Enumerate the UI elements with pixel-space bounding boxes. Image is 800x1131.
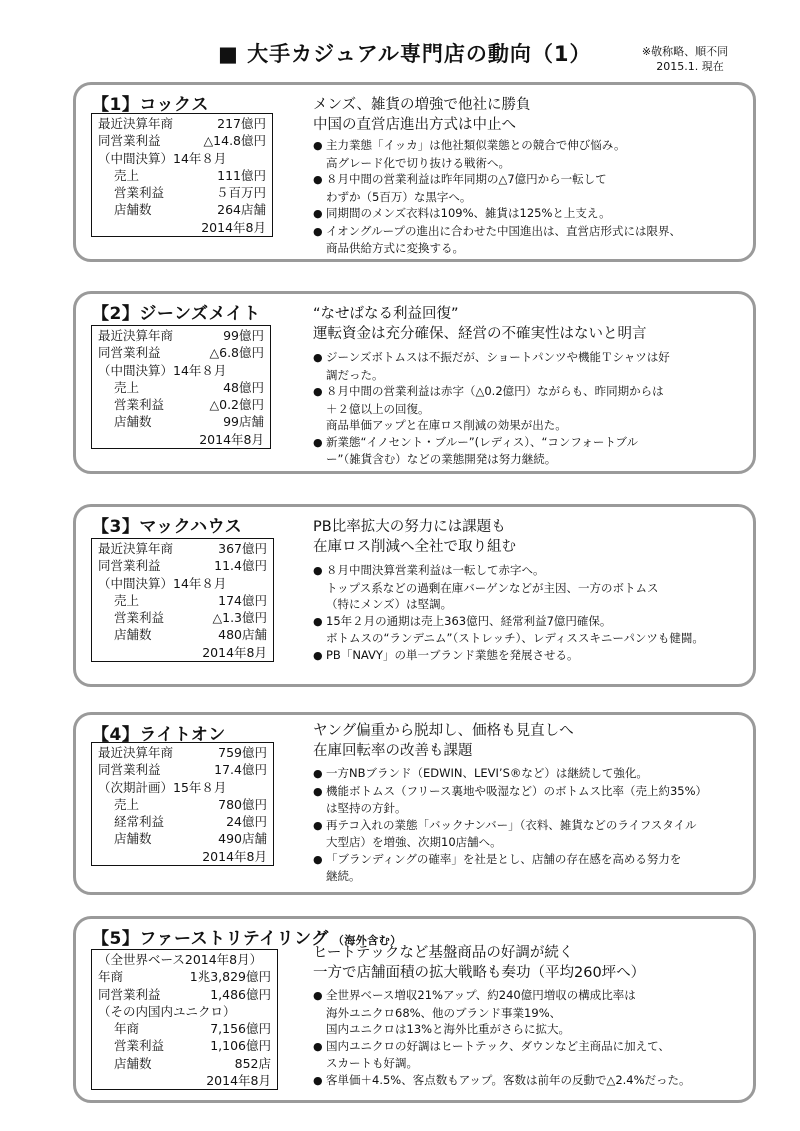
company-card <box>73 291 756 474</box>
bullet-dot-icon: ● <box>313 435 323 449</box>
stat-label: 同営業利益 <box>98 762 161 778</box>
headline-line: ヤング偏重から脱却し、価格も見直しへ <box>313 723 574 739</box>
stats-date: 2014年8月 <box>201 219 266 235</box>
bullet-item: ● 全世界ベース増収21%アップ、約240億円増収の構成比率は 海外ユニクロ68%、他のブランド事業19%、 国内ユニクロは13%と海外比重がさらに拡大。 <box>313 988 636 1036</box>
bullet-dot-icon: ● <box>313 224 323 238</box>
stat-row <box>98 115 266 132</box>
company-name: 【1】コックス <box>92 95 209 115</box>
stat-value: △1.3億円 <box>212 610 267 626</box>
stats-box <box>91 325 271 449</box>
bullet-dot-icon: ● <box>313 139 323 152</box>
stats-date: 2014年8月 <box>202 848 267 864</box>
stat-value: 1,106億円 <box>210 1038 271 1054</box>
bullet-list <box>313 349 670 468</box>
company-headline <box>313 304 647 344</box>
stat-value: 367億円 <box>218 541 267 556</box>
company-name: 【2】ジーンズメイト <box>92 304 261 324</box>
stat-value: 7,156億円 <box>210 1021 271 1037</box>
stat-row <box>98 968 271 985</box>
stat-row <box>98 1037 271 1054</box>
bullet-dot-icon: ● <box>313 207 323 220</box>
stat-value: 99店舗 <box>223 414 264 430</box>
bullet-item: ● 「ブランディングの確率」を社是とし、店舗の存在感を高める努力を 継続。 <box>313 851 682 883</box>
stat-label: （全世界ベース2014年8月） <box>98 952 263 967</box>
bullet-dot-icon: ● <box>313 385 323 398</box>
bullet-dot-icon: ● <box>313 648 323 662</box>
bullet-item: ● 15年２月の通期は売上363億円、経常利益7億円確保。 ボトムスの“ランデニム”（ストレッチ）、レディススキニーパンツも健闘。 <box>313 613 704 645</box>
stats-box <box>91 113 273 237</box>
bullet-dot-icon: ● <box>313 564 323 577</box>
stat-value: 264店舗 <box>217 202 266 218</box>
stat-value: 1兆3,829億円 <box>189 969 271 985</box>
stat-label: 店舗数 <box>114 202 152 218</box>
stat-row <box>98 644 267 661</box>
stat-row <box>98 150 266 167</box>
headline-line: 在庫回転率の改善も課題 <box>313 743 473 759</box>
stat-label: （中間決算）14年８月 <box>98 575 227 591</box>
stat-row <box>98 540 267 557</box>
stat-value: 759億円 <box>218 745 267 760</box>
bullet-list <box>313 137 681 257</box>
stat-value: 99億円 <box>223 328 264 343</box>
stat-label: 同営業利益 <box>98 558 161 574</box>
stat-label: 営業利益 <box>114 610 165 626</box>
headline-line: 在庫ロス削減へ全社で取り組む <box>313 539 516 555</box>
stat-row <box>98 219 266 236</box>
stats-box <box>91 742 274 866</box>
stat-label: 店舗数 <box>114 627 152 643</box>
stat-value: 24億円 <box>226 814 267 830</box>
stat-label: 売上 <box>114 796 140 812</box>
stat-label: 営業利益 <box>114 185 165 201</box>
bullet-item: ● イオングループの進出に合わせた中国進出は、直営店形式には限界、 商品供給方式に変換する。 <box>313 223 682 255</box>
stat-row <box>98 557 267 574</box>
stat-label: 年商 <box>98 969 124 985</box>
stat-row <box>98 379 264 396</box>
company-name: 【5】ファーストリテイリング <box>92 929 329 949</box>
stat-row <box>98 609 267 626</box>
stat-label: 同営業利益 <box>98 133 161 149</box>
stats-date: 2014年8月 <box>199 431 264 447</box>
bullet-item: ● 機能ボトムス（フリース裏地や吸湿など）のボトムス比率（売上約35%） は堅持の方針。 <box>313 783 708 815</box>
bullet-list <box>313 987 691 1089</box>
stat-row <box>98 1072 271 1089</box>
bullet-item: ● ８月中間の営業利益は昨年同期の△7億円から一転して わずか（5百万）な黒字へ。 <box>313 172 607 204</box>
stat-label: 年商 <box>114 1021 140 1037</box>
company-card <box>73 712 756 895</box>
stat-row <box>98 1003 271 1020</box>
company-title <box>92 90 209 115</box>
headline-line: 中国の直営店進出方式は中止へ <box>313 117 516 133</box>
company-headline <box>313 943 645 983</box>
headline-line: メンズ、雑貨の増強で他社に勝負 <box>313 97 531 113</box>
stat-row <box>98 396 264 413</box>
headline-line: ヒートテックなど基盤商品の好調が続く <box>313 945 574 961</box>
bullet-item: ● 新業態“イノセント・ブルー”(レディス）、“コンフォートブル ー”（雑貨含む）などの業態開発は努力継続。 <box>313 434 639 466</box>
headline-line: 一方で店舗面積の拡大戦略も奏功（平均260坪へ） <box>313 965 646 981</box>
bullet-item: ● 主力業態「イッカ」は他社類似業態との競合で伸び悩み。 高グレード化で切り抜ける戦術へ。 <box>313 138 626 170</box>
company-name: 【4】ライトオン <box>92 725 226 745</box>
bullet-list <box>313 765 707 885</box>
stat-row <box>98 184 266 201</box>
stat-label: （中間決算）14年８月 <box>98 150 227 166</box>
company-subtitle: （海外含む） <box>332 934 402 947</box>
stat-label: 店舗数 <box>114 831 152 847</box>
stat-label: 営業利益 <box>114 1038 165 1054</box>
company-card <box>73 916 756 1103</box>
bullet-dot-icon: ● <box>313 1039 323 1053</box>
stat-value: 480店舗 <box>218 627 267 643</box>
stat-label: 営業利益 <box>114 397 165 413</box>
stat-label: （次期計画）15年８月 <box>98 779 227 795</box>
stat-row <box>98 744 267 761</box>
bullet-item: ● 再テコ入れの業態「バックナンバー」（衣料、雑貨などのライフスタイル 大型店）を増強、次期10店舗へ。 <box>313 817 697 849</box>
stats-date: 2014年8月 <box>206 1073 271 1089</box>
company-headline <box>313 95 531 135</box>
note-date: 2015.1. 現在 <box>656 60 724 73</box>
stat-row <box>98 848 267 865</box>
bullet-item: ● 一方NBブランド（EDWIN、LEVI’S®など）は継続して強化。 <box>313 765 707 783</box>
company-headline <box>313 517 516 557</box>
headline-line: PB比率拡大の努力には課題も <box>313 519 506 535</box>
stat-label: （その内国内ユニクロ） <box>98 1003 236 1019</box>
stat-value: ５百万円 <box>215 185 266 201</box>
stat-label: 店舗数 <box>114 414 152 430</box>
bullet-dot-icon: ● <box>313 614 323 628</box>
stat-label: 最近決算年商 <box>98 328 174 343</box>
stat-row <box>98 201 266 218</box>
stat-value: 17.4億円 <box>214 762 267 778</box>
page-title: ■ 大手カジュアル専門店の動向（1） <box>218 42 592 66</box>
bullet-item: ● ジーンズボトムスは不振だが、ショートパンツや機能Ｔシャツは好 調だった。 <box>313 350 670 382</box>
stat-value: △14.8億円 <box>203 133 266 149</box>
bullet-item: ● PB「NAVY」の単一ブランド業態を発展させる。 <box>313 647 704 665</box>
company-card <box>73 504 756 687</box>
company-headline <box>313 721 574 761</box>
company-card <box>73 82 756 262</box>
stat-label: （中間決算）14年８月 <box>98 362 227 378</box>
stat-value: 780億円 <box>218 796 267 812</box>
bullet-item: ● ８月中間の営業利益は赤字（△0.2億円）ながらも、昨同期からは ＋２億以上の回復。 商品単価アップと在庫ロス削減の効果が出た。 <box>313 384 664 432</box>
stat-row <box>98 327 264 344</box>
bullet-dot-icon: ● <box>313 784 323 798</box>
stat-value: 174億円 <box>218 592 267 608</box>
stat-row <box>98 132 266 149</box>
stat-row <box>98 761 267 778</box>
stat-value: 217億円 <box>217 116 266 131</box>
stat-label: 同営業利益 <box>98 345 161 361</box>
company-title <box>92 512 242 537</box>
stat-row <box>98 626 267 643</box>
stat-value: 1,486億円 <box>210 986 271 1002</box>
stat-value: 852店 <box>234 1055 271 1071</box>
stat-row <box>98 1020 271 1037</box>
stats-box <box>91 538 274 662</box>
stat-row <box>98 431 264 448</box>
stat-row <box>98 1055 271 1072</box>
company-name: 【3】マックハウス <box>92 517 243 537</box>
bullet-item: ● 客単価＋4.5%、客点数もアップ。客数は前年の反動で△2.4%だった。 <box>313 1072 691 1090</box>
company-title <box>92 299 261 324</box>
stat-value: 490店舗 <box>218 831 267 847</box>
stat-row <box>98 167 266 184</box>
stat-label: 最近決算年商 <box>98 745 174 760</box>
stat-label: 売上 <box>114 592 140 608</box>
stat-row <box>98 362 264 379</box>
bullet-dot-icon: ● <box>313 989 323 1002</box>
stat-label: 店舗数 <box>114 1055 152 1071</box>
stat-row <box>98 779 267 796</box>
stat-value: 11.4億円 <box>214 558 267 574</box>
bullet-dot-icon: ● <box>313 351 323 364</box>
bullet-dot-icon: ● <box>313 852 323 866</box>
stat-value: 48億円 <box>223 379 264 395</box>
stat-row <box>98 344 264 361</box>
stat-row <box>98 413 264 430</box>
stat-row <box>98 575 267 592</box>
bullet-dot-icon: ● <box>313 818 323 832</box>
stat-value: △6.8億円 <box>209 345 264 361</box>
date-note <box>615 44 755 74</box>
stats-box <box>91 949 278 1090</box>
headline-line: 運転資金は充分確保、経営の不確実性はないと明言 <box>313 326 647 342</box>
stats-date: 2014年8月 <box>202 644 267 660</box>
stat-value: 111億円 <box>217 167 266 183</box>
bullet-item: ● 国内ユニクロの好調はヒートテック、ダウンなど主商品に加えて、 スカートも好調。 <box>313 1038 670 1070</box>
stat-row <box>98 813 267 830</box>
bullet-dot-icon: ● <box>313 173 323 186</box>
stat-row <box>98 986 271 1003</box>
stat-label: 最近決算年商 <box>98 541 174 556</box>
stat-label: 売上 <box>114 167 140 183</box>
stat-label: 最近決算年商 <box>98 116 174 131</box>
stat-row <box>98 830 267 847</box>
stat-row <box>98 592 267 609</box>
bullet-dot-icon: ● <box>313 767 323 780</box>
stat-label: 経常利益 <box>114 814 165 830</box>
note-honorific: ※敬称略、順不同 <box>641 45 729 58</box>
bullet-item: ● ８月中間決算営業利益は一転して赤字へ。 トップス系などの過剰在庫バーゲンなどが主因、一方のボトムス （特にメンズ）は堅調。 <box>313 563 659 611</box>
stat-label: 同営業利益 <box>98 986 161 1002</box>
stat-row <box>98 796 267 813</box>
stat-label: 売上 <box>114 379 140 395</box>
bullet-list <box>313 562 704 664</box>
stat-value: △0.2億円 <box>209 397 264 413</box>
bullet-dot-icon: ● <box>313 1073 323 1087</box>
bullet-item: ● 同期間のメンズ衣料は109%、雑貨は125%と上支え。 <box>313 205 681 223</box>
stat-row <box>98 951 271 968</box>
headline-line: “なせばなる利益回復” <box>313 306 459 322</box>
